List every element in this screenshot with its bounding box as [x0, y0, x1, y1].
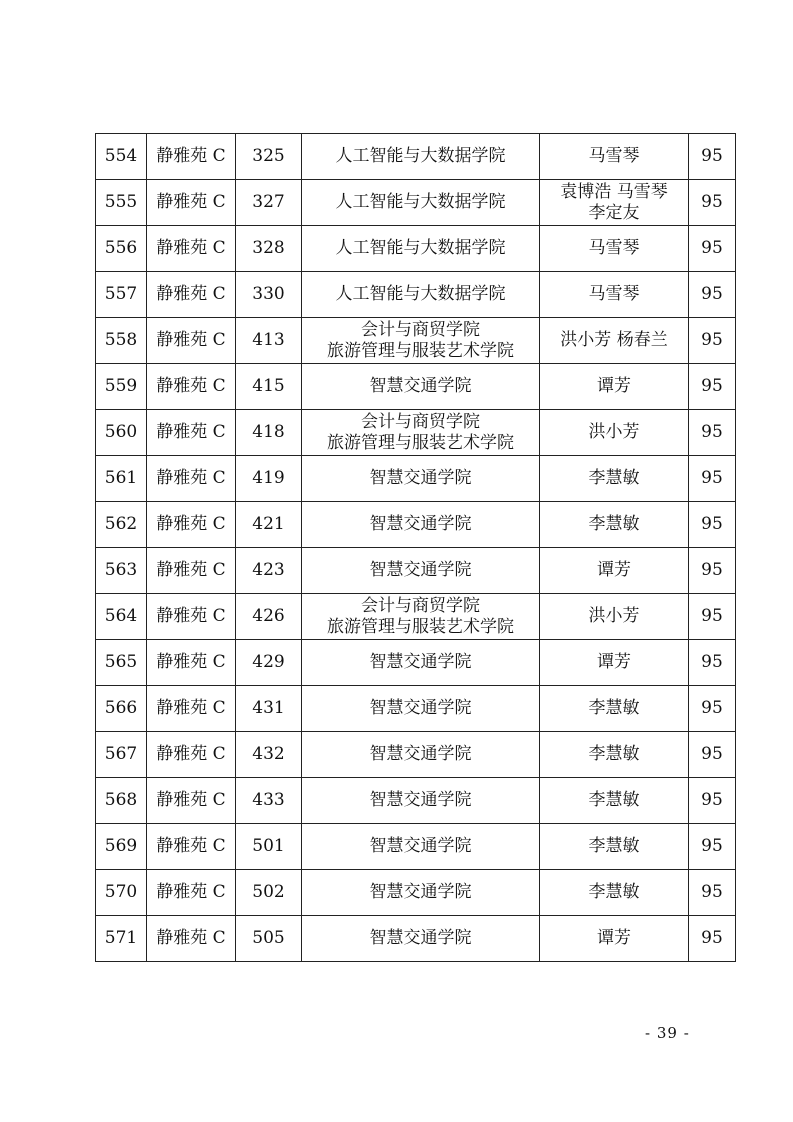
row-number-cell: 554 — [96, 134, 147, 180]
row-number-cell: 562 — [96, 502, 147, 548]
room-number-cell: 328 — [236, 226, 302, 272]
table-row — [96, 778, 736, 824]
table-row — [96, 226, 736, 272]
score-cell: 95 — [689, 824, 736, 870]
counselor-cell: 李慧敏 — [540, 824, 689, 870]
counselor-cell: 谭芳 — [540, 916, 689, 962]
score-cell: 95 — [689, 686, 736, 732]
building-cell: 静雅苑 C — [147, 778, 236, 824]
table-row — [96, 318, 736, 364]
room-number-cell: 501 — [236, 824, 302, 870]
table-row — [96, 686, 736, 732]
room-number-cell: 421 — [236, 502, 302, 548]
counselor-cell: 洪小芳 — [540, 410, 689, 456]
score-cell: 95 — [689, 548, 736, 594]
score-cell: 95 — [689, 318, 736, 364]
table-row — [96, 180, 736, 226]
score-cell: 95 — [689, 502, 736, 548]
row-number-cell: 569 — [96, 824, 147, 870]
dormitory-score-table — [95, 133, 736, 962]
college-cell: 智慧交通学院 — [302, 686, 540, 732]
college-cell: 人工智能与大数据学院 — [302, 226, 540, 272]
building-cell: 静雅苑 C — [147, 686, 236, 732]
table-row — [96, 364, 736, 410]
score-cell: 95 — [689, 640, 736, 686]
counselor-cell: 李慧敏 — [540, 686, 689, 732]
counselor-cell: 谭芳 — [540, 364, 689, 410]
row-number-cell: 558 — [96, 318, 147, 364]
table-row — [96, 548, 736, 594]
building-cell: 静雅苑 C — [147, 180, 236, 226]
room-number-cell: 426 — [236, 594, 302, 640]
room-number-cell: 433 — [236, 778, 302, 824]
building-cell: 静雅苑 C — [147, 226, 236, 272]
score-cell: 95 — [689, 732, 736, 778]
table-row — [96, 870, 736, 916]
counselor-cell: 洪小芳 杨春兰 — [540, 318, 689, 364]
college-cell: 人工智能与大数据学院 — [302, 134, 540, 180]
room-number-cell: 429 — [236, 640, 302, 686]
college-cell: 智慧交通学院 — [302, 870, 540, 916]
college-cell: 会计与商贸学院 旅游管理与服装艺术学院 — [302, 318, 540, 364]
room-number-cell: 418 — [236, 410, 302, 456]
row-number-cell: 556 — [96, 226, 147, 272]
table-row — [96, 134, 736, 180]
row-number-cell: 557 — [96, 272, 147, 318]
room-number-cell: 431 — [236, 686, 302, 732]
row-number-cell: 568 — [96, 778, 147, 824]
row-number-cell: 559 — [96, 364, 147, 410]
counselor-cell: 马雪琴 — [540, 134, 689, 180]
score-cell: 95 — [689, 778, 736, 824]
row-number-cell: 560 — [96, 410, 147, 456]
college-cell: 智慧交通学院 — [302, 916, 540, 962]
building-cell: 静雅苑 C — [147, 364, 236, 410]
room-number-cell: 330 — [236, 272, 302, 318]
college-cell: 会计与商贸学院 旅游管理与服装艺术学院 — [302, 410, 540, 456]
building-cell: 静雅苑 C — [147, 824, 236, 870]
college-cell: 会计与商贸学院 旅游管理与服装艺术学院 — [302, 594, 540, 640]
table-row — [96, 732, 736, 778]
building-cell: 静雅苑 C — [147, 456, 236, 502]
row-number-cell: 570 — [96, 870, 147, 916]
building-cell: 静雅苑 C — [147, 548, 236, 594]
table-row — [96, 502, 736, 548]
building-cell: 静雅苑 C — [147, 134, 236, 180]
college-cell: 智慧交通学院 — [302, 824, 540, 870]
row-number-cell: 561 — [96, 456, 147, 502]
score-cell: 95 — [689, 916, 736, 962]
building-cell: 静雅苑 C — [147, 732, 236, 778]
counselor-cell: 李慧敏 — [540, 502, 689, 548]
building-cell: 静雅苑 C — [147, 410, 236, 456]
room-number-cell: 505 — [236, 916, 302, 962]
room-number-cell: 325 — [236, 134, 302, 180]
table-row — [96, 272, 736, 318]
counselor-cell: 谭芳 — [540, 640, 689, 686]
row-number-cell: 564 — [96, 594, 147, 640]
building-cell: 静雅苑 C — [147, 916, 236, 962]
dormitory-score-table-container — [95, 133, 735, 962]
room-number-cell: 423 — [236, 548, 302, 594]
college-cell: 智慧交通学院 — [302, 732, 540, 778]
counselor-cell: 马雪琴 — [540, 226, 689, 272]
score-cell: 95 — [689, 456, 736, 502]
building-cell: 静雅苑 C — [147, 870, 236, 916]
score-cell: 95 — [689, 364, 736, 410]
college-cell: 智慧交通学院 — [302, 640, 540, 686]
row-number-cell: 567 — [96, 732, 147, 778]
score-cell: 95 — [689, 134, 736, 180]
room-number-cell: 327 — [236, 180, 302, 226]
college-cell: 智慧交通学院 — [302, 778, 540, 824]
score-cell: 95 — [689, 870, 736, 916]
room-number-cell: 432 — [236, 732, 302, 778]
counselor-cell: 李慧敏 — [540, 870, 689, 916]
counselor-cell: 李慧敏 — [540, 732, 689, 778]
score-cell: 95 — [689, 272, 736, 318]
page-number: - 39 - — [645, 1024, 690, 1042]
row-number-cell: 566 — [96, 686, 147, 732]
room-number-cell: 502 — [236, 870, 302, 916]
row-number-cell: 571 — [96, 916, 147, 962]
counselor-cell: 袁博浩 马雪琴 李定友 — [540, 180, 689, 226]
row-number-cell: 565 — [96, 640, 147, 686]
score-cell: 95 — [689, 226, 736, 272]
score-cell: 95 — [689, 594, 736, 640]
table-row — [96, 456, 736, 502]
score-cell: 95 — [689, 180, 736, 226]
college-cell: 智慧交通学院 — [302, 456, 540, 502]
building-cell: 静雅苑 C — [147, 318, 236, 364]
table-row — [96, 594, 736, 640]
college-cell: 智慧交通学院 — [302, 364, 540, 410]
table-row — [96, 640, 736, 686]
score-cell: 95 — [689, 410, 736, 456]
college-cell: 智慧交通学院 — [302, 502, 540, 548]
building-cell: 静雅苑 C — [147, 594, 236, 640]
row-number-cell: 563 — [96, 548, 147, 594]
college-cell: 人工智能与大数据学院 — [302, 180, 540, 226]
building-cell: 静雅苑 C — [147, 272, 236, 318]
room-number-cell: 415 — [236, 364, 302, 410]
table-body — [96, 134, 736, 962]
college-cell: 人工智能与大数据学院 — [302, 272, 540, 318]
row-number-cell: 555 — [96, 180, 147, 226]
room-number-cell: 419 — [236, 456, 302, 502]
building-cell: 静雅苑 C — [147, 640, 236, 686]
counselor-cell: 谭芳 — [540, 548, 689, 594]
counselor-cell: 马雪琴 — [540, 272, 689, 318]
table-row — [96, 916, 736, 962]
room-number-cell: 413 — [236, 318, 302, 364]
counselor-cell: 李慧敏 — [540, 778, 689, 824]
table-row — [96, 410, 736, 456]
counselor-cell: 李慧敏 — [540, 456, 689, 502]
counselor-cell: 洪小芳 — [540, 594, 689, 640]
building-cell: 静雅苑 C — [147, 502, 236, 548]
table-row — [96, 824, 736, 870]
college-cell: 智慧交通学院 — [302, 548, 540, 594]
